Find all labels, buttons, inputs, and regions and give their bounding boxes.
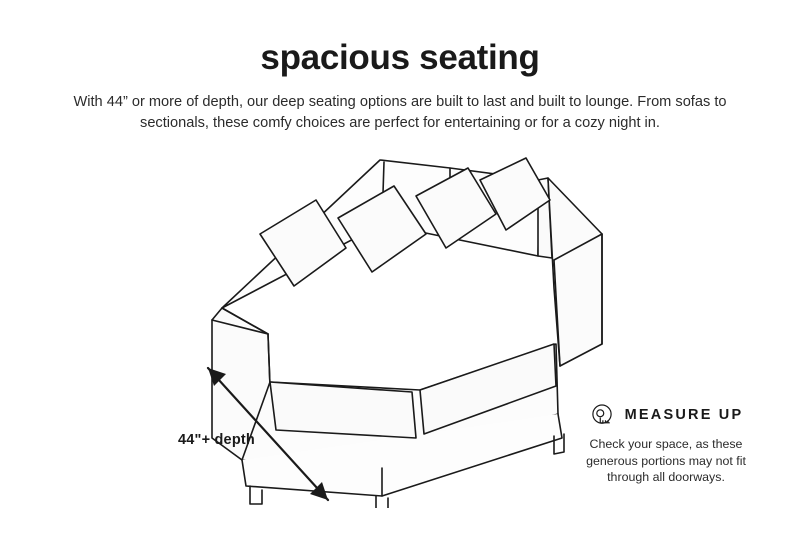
page-title: spacious seating — [260, 38, 540, 77]
measure-up-line-3: through all doorways. — [607, 470, 725, 484]
measure-up-title: MEASURE UP — [624, 407, 744, 423]
measure-up-callout — [556, 402, 776, 486]
measure-up-body — [556, 436, 776, 486]
page-subheading: With 44” or more of depth, our deep seating options are built to last and built to lounge. From sofas to sectionals, these comfy choices are perfect for entertaining or for a cozy night in. — [73, 94, 727, 131]
measuring-tape-icon — [589, 402, 615, 428]
depth-dimension-label: 44"+ depth — [178, 432, 255, 448]
measure-up-line-1: Check your space, as these — [589, 437, 743, 451]
measure-up-line-2: generous portions may not fit — [586, 453, 746, 468]
measure-up-header — [556, 402, 776, 428]
